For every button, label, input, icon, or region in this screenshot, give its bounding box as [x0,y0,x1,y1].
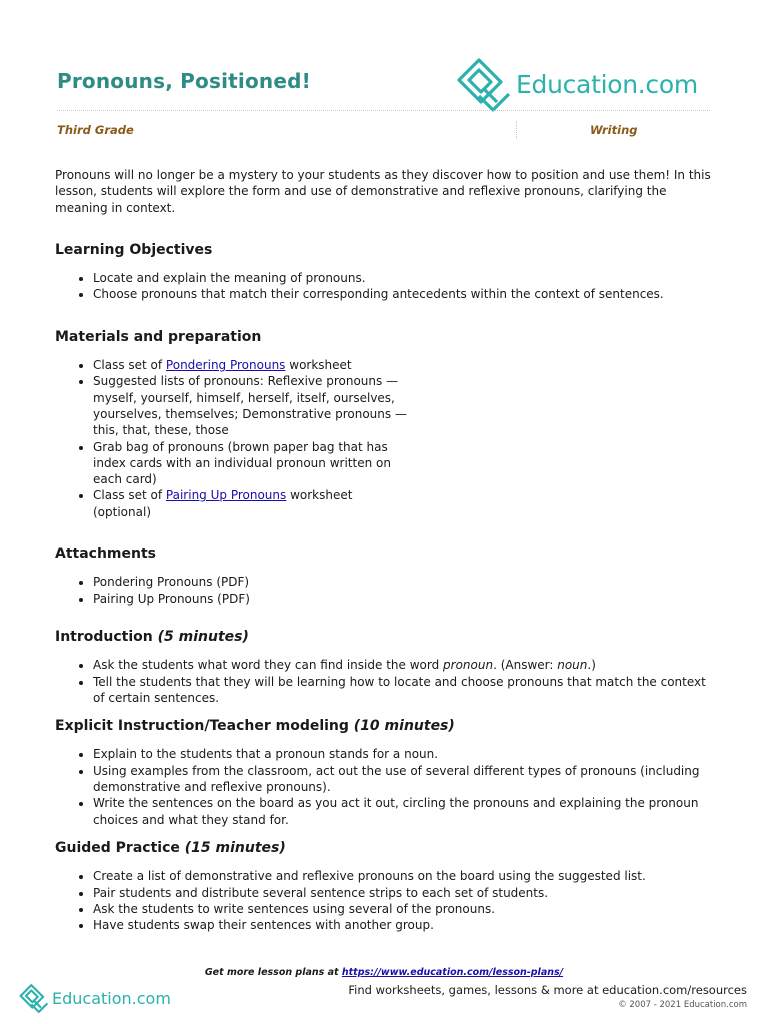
subject-label: Writing [590,123,638,137]
list-item: • Grab bag of pronouns (brown paper bag that has index cards with an individual pronoun written on each card) [93,439,413,488]
list-item: • Tell the students that they will be learning how to locate and choose pronouns that match the context of certain sentences. [93,674,715,707]
objectives-list [55,270,715,303]
list-item: • Ask the students to write sentences using several of the pronouns. [93,901,715,917]
intro-paragraph: Pronouns will no longer be a mystery to your students as they discover how to position and use them! In this lesson, students will explore the form and use of demonstrative and reflexive pronouns, clarifying the meaning in context. [55,168,711,215]
logo-text: Education.com [516,69,698,99]
list-item: • Create a list of demonstrative and reflexive pronouns on the board using the suggested list. [93,868,715,884]
pairing-up-pronouns-link[interactable]: Pairing Up Pronouns [165,488,287,503]
lesson-plans-link[interactable]: https://www.education.com/lesson-plans/ [341,967,564,978]
education-logo-icon [455,56,513,112]
list-item: • Class set of Pairing Up Pronouns worksheet (optional) [93,487,413,520]
list-item: • Pair students and distribute several sentence strips to each set of students. [93,885,715,901]
education-logo[interactable] [455,56,698,112]
list-item: • Pairing Up Pronouns (PDF) [93,591,715,607]
list-item: • Write the sentences on the board as you act it out, circling the pronouns and explaining the pronoun choices and what they stand for. [93,795,715,828]
footer-more-plans: Get more lesson plans at https://www.education.com/lesson-plans/ [204,967,564,978]
objectives-heading: Learning Objectives [55,241,213,258]
lesson-content [55,167,715,933]
attachments-list [55,574,715,607]
footer-logo[interactable] [18,983,171,1013]
lesson-title: Pronouns, Positioned! [57,69,311,93]
list-item: • Class set of Pondering Pronouns worksheet [93,357,413,373]
list-item: • Locate and explain the meaning of pronouns. [93,270,715,286]
header-divider [57,110,710,111]
introduction-list [55,657,715,706]
materials-list [55,357,413,520]
pondering-pronouns-link[interactable]: Pondering Pronouns [165,358,286,373]
meta-divider [516,121,517,139]
list-item: • Have students swap their sentences with another group. [93,917,715,933]
footer-logo-text: Education.com [52,988,171,1008]
attachments-heading: Attachments [55,546,157,563]
list-item: • Explain to the students that a pronoun stands for a noun. [93,746,715,762]
list-item: • Ask the students what word they can find inside the word pronoun. (Answer: noun.) [93,657,715,673]
footer-resources: Find worksheets, games, lessons & more at education.com/resources [348,983,747,997]
guided-list [55,868,715,933]
education-logo-icon [18,983,50,1013]
list-item: • Pondering Pronouns (PDF) [93,574,715,590]
guided-heading: Guided Practice (15 minutes) [55,839,286,856]
explicit-heading: Explicit Instruction/Teacher modeling (10 minutes) [55,718,455,735]
introduction-heading: Introduction (5 minutes) [55,628,249,645]
list-item: • Suggested lists of pronouns: Reflexive pronouns — myself, yourself, himself, herself, itself, ourselves, yourselves, themselves; Demonstrative pronouns — this, that, these, those [93,373,413,438]
grade-label: Third Grade [57,123,134,137]
list-item: • Choose pronouns that match their corresponding antecedents within the context of sentences. [93,286,715,302]
list-item: • Using examples from the classroom, act out the use of several different types of pronouns (including demonstrative and reflexive pronouns). [93,763,715,796]
materials-heading: Materials and preparation [55,328,262,345]
footer-copyright: © 2007 - 2021 Education.com [618,1000,747,1010]
explicit-list [55,746,715,827]
